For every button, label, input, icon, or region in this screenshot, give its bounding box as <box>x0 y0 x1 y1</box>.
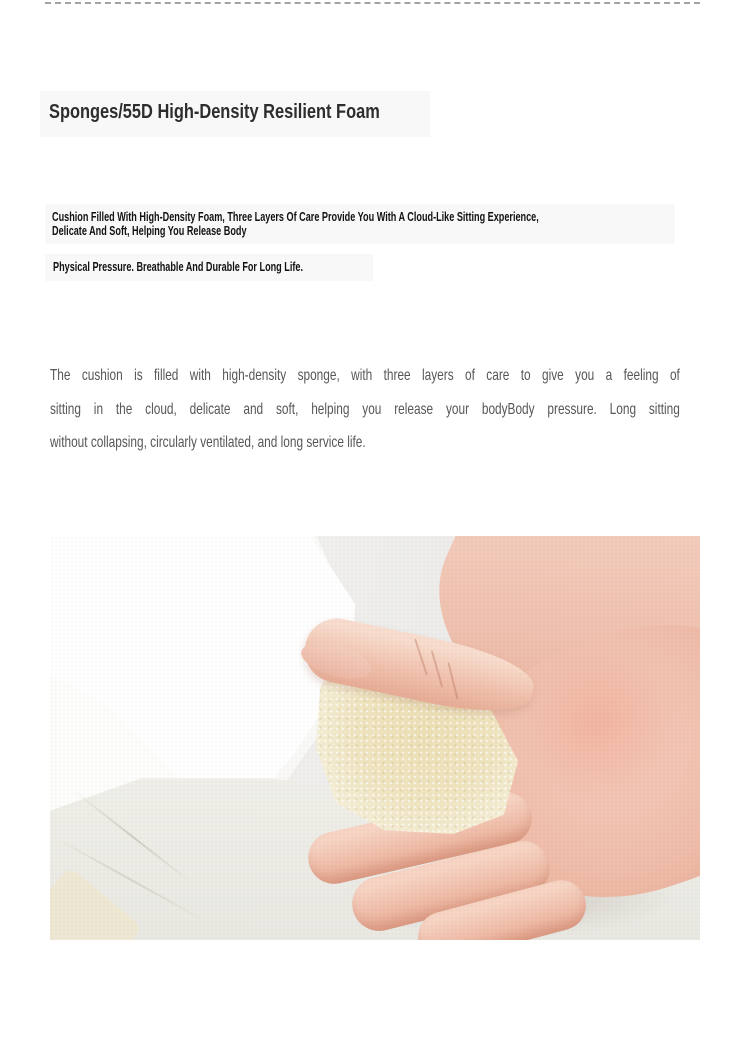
feature-summary-block-2 <box>45 254 373 281</box>
page-top-dashed-divider <box>45 2 700 4</box>
section-title-highlight <box>40 91 430 137</box>
feature-summary-line: Cushion Filled With High-Density Foam, Three Layers Of Care Provide You With A Cloud-Like Sitting Experience, <box>52 209 539 224</box>
feature-summary-line: Physical Pressure. Breathable And Durable For Long Life. <box>53 259 303 274</box>
description-line: sitting in the cloud, delicate and soft, helping you release your bodyBody pressure. Long sitting <box>50 400 680 418</box>
photo-grain-overlay <box>50 536 700 940</box>
feature-summary-block <box>45 204 675 244</box>
feature-summary-line: Delicate And Soft, Helping You Release Body <box>52 222 247 238</box>
description-paragraph <box>50 359 680 460</box>
product-photo <box>50 536 700 940</box>
description-line: without collapsing, circularly ventilated, and long service life. <box>50 434 366 451</box>
description-line: The cushion is filled with high-density sponge, with three layers of care to give you a feeling of <box>50 367 680 384</box>
page-title: Sponges/55D High-Density Resilient Foam <box>49 101 380 123</box>
